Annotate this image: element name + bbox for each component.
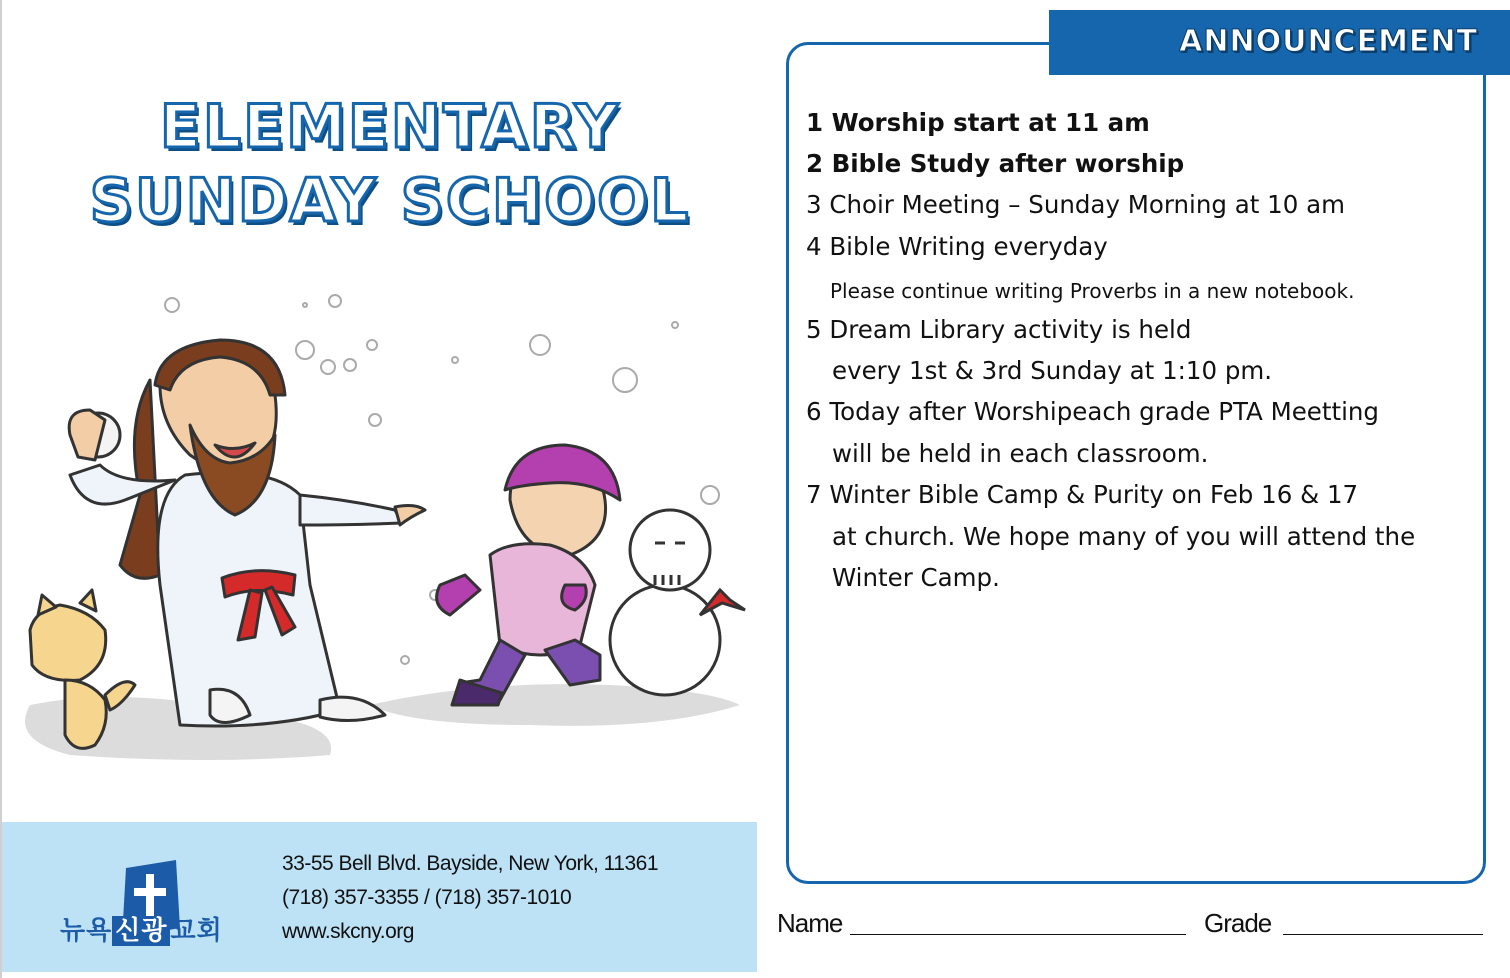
church-website[interactable]: www.skcny.org <box>282 920 414 943</box>
announcement-tab <box>1049 10 1510 75</box>
announcement-item-6: 6 Today after Worshipeach grade PTA Meetting <box>806 397 1379 426</box>
announcement-tab-label: ANNOUNCEMENT <box>1179 24 1478 59</box>
announcement-item-7-cont-1: at church. We hope many of you will attend the <box>832 522 1416 551</box>
church-logo-text <box>60 910 223 947</box>
snowball-fight-illustration <box>10 285 760 775</box>
announcement-item-5-cont: every 1st & 3rd Sunday at 1:10 pm. <box>832 356 1273 385</box>
page-title-line2: SUNDAY SCHOOL <box>89 166 691 236</box>
name-label: Name <box>777 908 843 938</box>
grade-label: Grade <box>1204 908 1272 938</box>
page-title-line1: ELEMENTARY <box>159 92 621 162</box>
ground-snow <box>25 684 740 760</box>
announcement-item-2: 2 Bible Study after worship <box>806 149 1185 178</box>
logo-text-part1: 뉴욕 <box>60 916 113 946</box>
announcement-item-4-note: Please continue writing Proverbs in a new notebook. <box>830 279 1355 303</box>
snowman-figure <box>610 510 745 695</box>
announcement-item-4: 4 Bible Writing everyday <box>806 232 1108 261</box>
logo-text-part2: 신광 <box>112 916 170 946</box>
church-info-band <box>2 822 757 972</box>
announcement-item-1: 1 Worship start at 11 am <box>806 108 1150 137</box>
announcement-item-6-cont: will be held in each classroom. <box>832 439 1209 468</box>
announcement-item-7: 7 Winter Bible Camp & Purity on Feb 16 & 17 <box>806 480 1359 509</box>
jesus-figure <box>69 340 425 726</box>
announcement-item-3: 3 Choir Meeting – Sunday Morning at 10 am <box>806 190 1345 219</box>
name-field-line[interactable] <box>850 934 1186 935</box>
church-phone: (718) 357-3355 / (718) 357-1010 <box>282 886 572 909</box>
logo-text-part3: 교회 <box>170 916 223 946</box>
announcement-item-5: 5 Dream Library activity is held <box>806 315 1192 344</box>
announcement-item-7-cont-2: Winter Camp. <box>832 563 1000 592</box>
grade-field-line[interactable] <box>1283 934 1483 935</box>
boy-figure <box>437 445 620 705</box>
church-address: 33-55 Bell Blvd. Bayside, New York, 11361 <box>282 852 659 875</box>
